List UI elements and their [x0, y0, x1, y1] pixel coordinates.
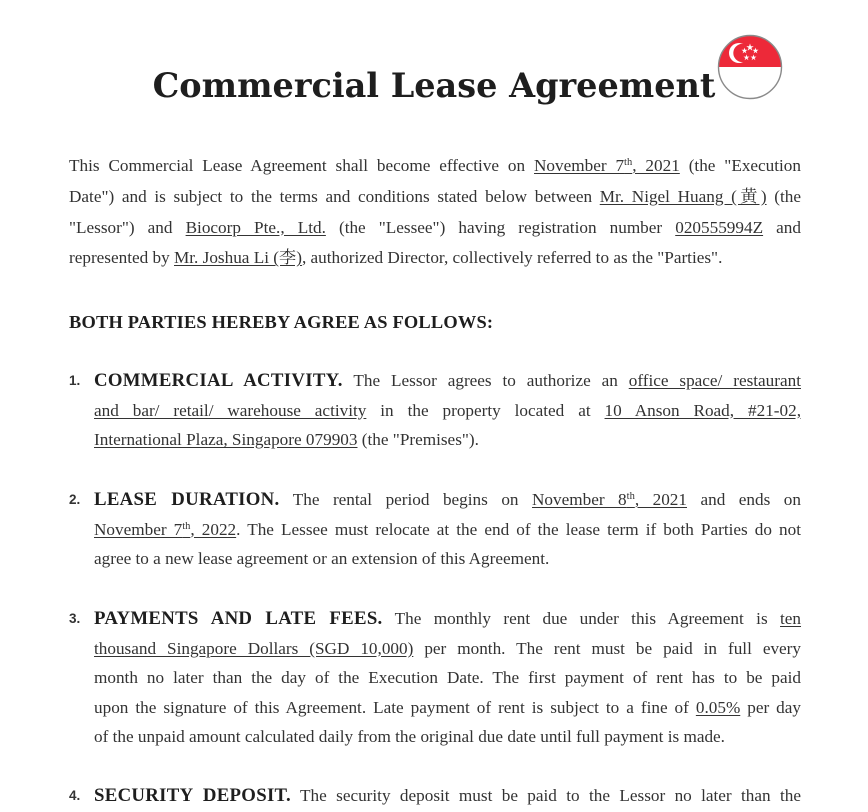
lease-end-suffix: th — [182, 520, 191, 532]
intro-text: Date") and is subject to the terms and conditions stated below between — [69, 186, 600, 206]
lessor-name: Mr. Nigel Huang (黄) — [599, 186, 767, 206]
premises-address: International Plaza, Singapore 079903 — [94, 430, 358, 450]
premises-address: 10 Anson Road, #21-02, — [604, 400, 801, 420]
clause-title: SECURITY DEPOSIT. — [94, 785, 291, 806]
clause-text: per day — [740, 697, 801, 717]
clause-security-deposit — [69, 781, 801, 811]
clause-text: The monthly rent due under this Agreement is — [382, 609, 781, 628]
clause-text: The security deposit must be paid to the Lessor no later than the — [290, 786, 801, 805]
singapore-flag-icon — [717, 34, 783, 100]
clause-text: The rental period begins on — [279, 490, 533, 509]
agree-heading: BOTH PARTIES HEREBY AGREE AS FOLLOWS: — [69, 312, 494, 332]
lease-end-month: November 7 — [94, 519, 183, 539]
intro-text: (the — [766, 186, 801, 206]
effective-date-suffix: th — [624, 157, 633, 168]
registration-number: 020555994Z — [675, 217, 764, 237]
lease-start-suffix: th — [626, 491, 635, 502]
clause-text: agree to a new lease agreement or an extension of this Agreement. — [94, 549, 550, 569]
activity-type: office space/ restaurant — [628, 371, 801, 390]
clause-text: per month. The rent must be paid in full every — [413, 638, 801, 658]
clause-title: LEASE DURATION. — [94, 489, 280, 510]
clause-text: month no later than the day of the Execution Date. The first payment of rent has to be paid — [94, 668, 801, 688]
clause-payments — [69, 604, 801, 752]
lease-start-month: November 8 — [532, 490, 627, 509]
intro-text: This Commercial Lease Agreement shall become effective on — [69, 156, 535, 175]
intro-text: (the "Execution — [679, 156, 801, 175]
intro-text: , authorized Director, collectively referred to as the "Parties". — [301, 248, 723, 268]
effective-date-year: , 2021 — [632, 156, 680, 175]
clause-text: in the property located at — [366, 400, 605, 420]
effective-date — [534, 156, 680, 175]
clause-text: and ends on — [687, 490, 801, 509]
representative-name: Mr. Joshua Li (李) — [174, 248, 302, 268]
clause-title: PAYMENTS AND LATE FEES. — [94, 608, 383, 629]
intro-text: represented by — [69, 248, 174, 268]
clause-number: 1. — [69, 373, 81, 388]
lease-start-date — [532, 490, 687, 509]
clause-text: The Lessor agrees to authorize an — [342, 371, 629, 390]
document-title: Commercial Lease Agreement — [152, 66, 716, 105]
clause-text: upon the signature of this Agreement. Late payment of rent is subject to a fine of — [94, 697, 696, 717]
intro-paragraph — [69, 151, 801, 274]
clause-number: 3. — [69, 611, 81, 626]
clause-lease-duration — [69, 485, 801, 574]
intro-text: (the "Lessee") having registration number — [325, 217, 676, 237]
lease-end-year: , 2022 — [190, 519, 237, 539]
clause-title: COMMERCIAL ACTIVITY. — [94, 370, 343, 391]
rent-amount: thousand Singapore Dollars (SGD 10,000) — [94, 638, 414, 658]
clause-text: of the unpaid amount calculated daily from the original due date until full payment is made. — [94, 727, 725, 747]
lease-start-year: , 2021 — [634, 490, 687, 509]
clause-number: 4. — [69, 788, 81, 803]
clause-commercial-activity — [69, 366, 801, 455]
lease-end-date — [94, 520, 236, 539]
activity-type: and bar/ retail/ warehouse activity — [94, 400, 367, 420]
intro-text: and — [763, 217, 801, 237]
clause-text: (the "Premises"). — [357, 430, 479, 450]
rent-amount: ten — [780, 609, 802, 628]
effective-date-month: November 7 — [534, 156, 625, 175]
lessee-name: Biocorp Pte., Ltd. — [185, 217, 326, 237]
clause-text: . The Lessee must relocate at the end of the lease term if both Parties do not — [236, 519, 801, 539]
clause-number: 2. — [69, 492, 81, 507]
late-fee-rate: 0.05% — [695, 697, 741, 717]
intro-text: "Lessor") and — [69, 217, 186, 237]
